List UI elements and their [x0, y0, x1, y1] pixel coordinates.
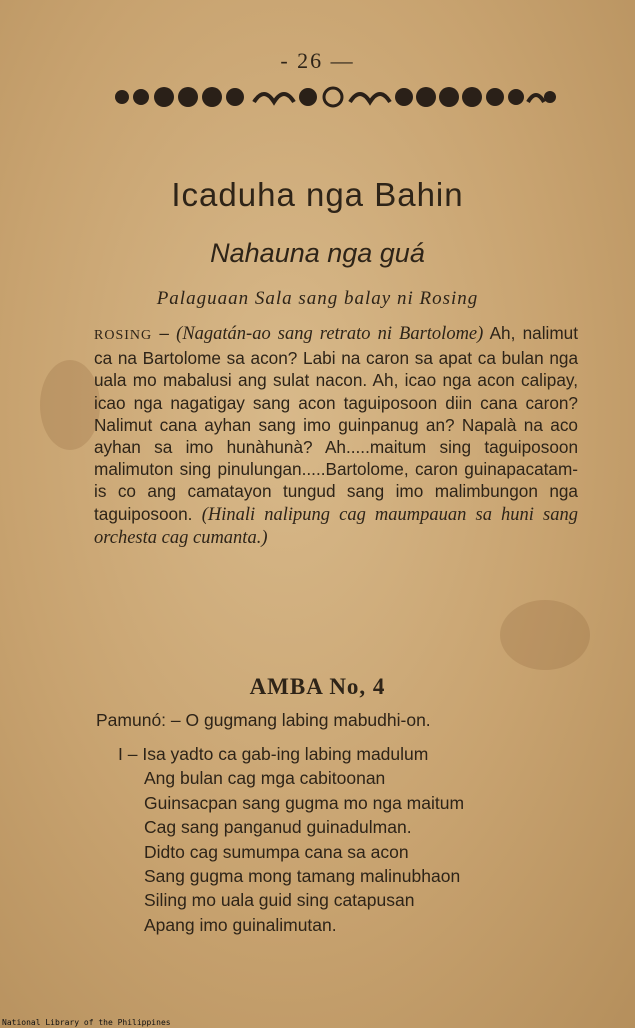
scene-setting: Palaguaan Sala sang balay ni Rosing — [156, 288, 479, 309]
scene-title: Nahauna nga guá — [210, 238, 425, 268]
song-title: AMBA No, 4 — [249, 674, 386, 699]
stanza-line: I – Isa yadto ca gab-ing labing madulum — [118, 744, 429, 764]
age-stain — [500, 600, 590, 670]
page-number: - 26 — — [280, 48, 355, 73]
stage-direction: (Nagatán-ao sang retrato ni Bartolome) — [176, 324, 484, 344]
decorative-border-ornament — [108, 80, 558, 114]
stanza-line: Guinsacpan sang gugma mo nga maitum — [144, 792, 465, 813]
stanza-line: Sang gugma mong tamang malinubhaon — [144, 866, 461, 887]
closing-stage-direction: (Hinali nalipung cag maumpauan sa huni sang orchesta cag cumanta.) — [94, 504, 578, 548]
chapter-title: Icaduha nga Bahin — [171, 176, 464, 213]
stanza-line: Didto cag sumumpa cana sa acon — [144, 841, 409, 862]
stanza-line: Cag sang panganud guinadulman. — [144, 817, 412, 838]
stanza-line: Ang bulan cag mga cabitoonan — [144, 768, 386, 789]
song-stanza — [118, 742, 588, 937]
dialogue-text: Ah, nalimut ca na Bartolome sa acon? Labi na caron sa apat ca bulan nga uala mo mabalusi ang sulat nacon. Ah, icao nga acon calipay, icao nga nagatigay sang acon taguiposoon diin cana caron? Nalimut cana ayhan sang imo guinpanug an? Napalà na aco ayhan sa imo hunàhunà? Ah.....maitum sing taguiposoon malimuton sing pinulungan.....Bartolome, caron guinapacatam-is co ang camatayon tungud sang imo malimbungon nga taguiposoon. — [94, 323, 579, 524]
song-tune: Pamunó: – O gugmang labing mabudhi-on. — [96, 710, 431, 730]
dialogue-paragraph — [94, 322, 578, 549]
stanza-number: I – — [118, 744, 138, 764]
speaker-name: ROSING — [94, 328, 153, 343]
dash: – — [159, 323, 177, 343]
stanza-line: Apang imo guinalimutan. — [144, 914, 337, 935]
age-stain — [40, 360, 100, 450]
stanza-line: Siling mo uala guid sing catapusan — [144, 890, 415, 911]
library-footer: National Library of the Philippines — [2, 1018, 171, 1027]
